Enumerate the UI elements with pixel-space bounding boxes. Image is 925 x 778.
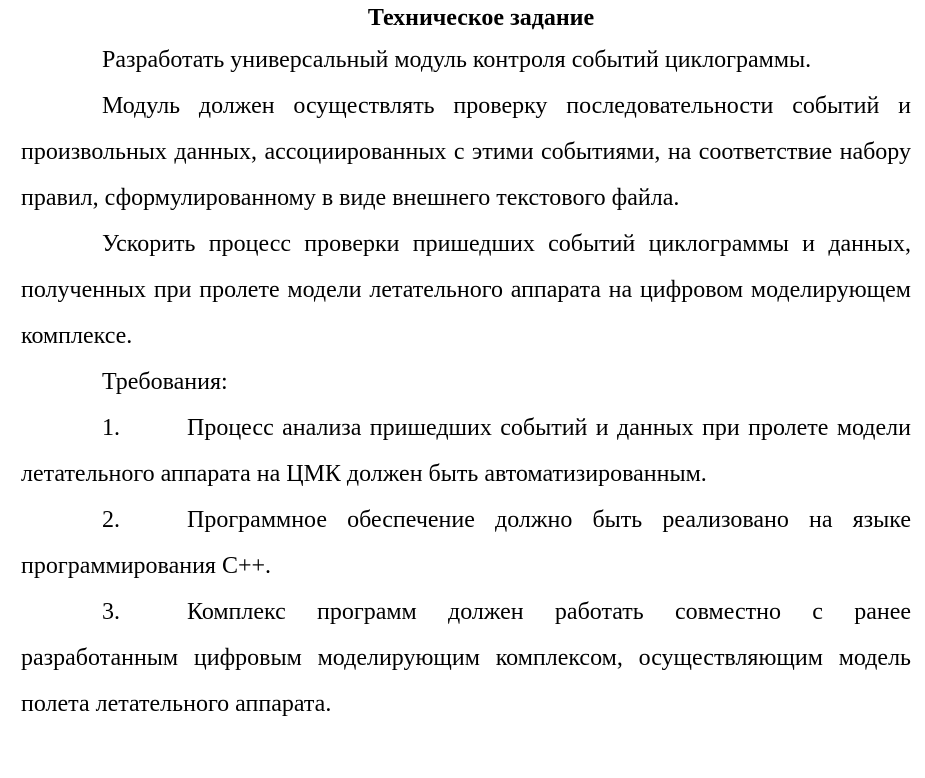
requirement-text: Комплекс программ должен работать совместно с ранее разработанным цифровым моделирующим комплексом, осуществляющим модель полета летательного аппарата. xyxy=(21,599,911,717)
document-title: Техническое задание xyxy=(367,5,595,31)
requirement-text: Программное обеспечение должно быть реализовано на языке программирования С++. xyxy=(21,507,911,579)
description-paragraph: Модуль должен осуществлять проверку последовательности событий и произвольных данных, ассоциированных с этими событиями, на соответствие набору правил, сформулированному в виде внешнего текстового файла. xyxy=(21,93,911,211)
document-page xyxy=(21,0,911,727)
requirement-item xyxy=(21,589,911,727)
requirement-item xyxy=(21,497,911,589)
requirements-heading: Требования: xyxy=(102,369,228,395)
requirement-number: 3. xyxy=(102,599,120,625)
requirement-text: Процесс анализа пришедших событий и данных при пролете модели летательного аппарата на ЦМК должен быть автоматизированным. xyxy=(21,415,911,487)
requirement-item xyxy=(21,405,911,497)
goal-paragraph: Разработать универсальный модуль контроля событий циклограммы. xyxy=(102,47,812,73)
requirement-number: 2. xyxy=(102,507,120,533)
speedup-paragraph: Ускорить процесс проверки пришедших событий циклограммы и данных, полученных при пролете модели летательного аппарата на цифровом моделирующем комплексе. xyxy=(21,231,911,349)
requirement-number: 1. xyxy=(102,415,120,441)
